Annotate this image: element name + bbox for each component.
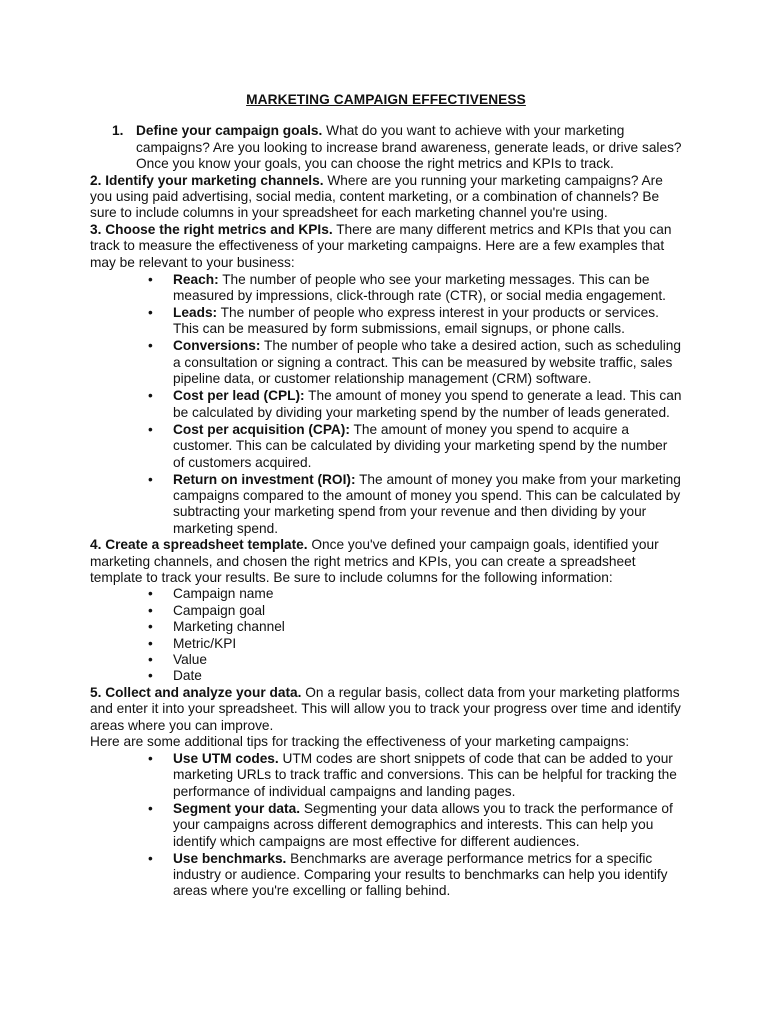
list-item — [90, 851, 682, 900]
list-item-term: Use UTM codes. — [173, 751, 279, 766]
bullet-icon: • — [148, 271, 153, 287]
bullet-icon: • — [148, 471, 153, 487]
list-item-term: Conversions: — [173, 338, 261, 354]
list-item-desc: The amount of money you spend to generate a lead. This can be calculated by dividing your marketing spend by the number of leads generated. — [173, 388, 682, 420]
step-5-paragraph — [90, 685, 682, 734]
bullet-icon: • — [148, 338, 153, 354]
list-item-desc: The number of people who express interest in your products or services. This can be measured by form submissions, email signups, or phone calls. — [173, 305, 659, 337]
bullet-icon: • — [148, 850, 153, 866]
list-item-desc: The number of people who see your marketing messages. This can be measured by impressions, click-through rate (CTR), or social media engagement. — [173, 271, 666, 304]
step-2-lead: 2. Identify your marketing channels. — [90, 172, 324, 188]
list-item-desc: The amount of money you make from your marketing campaigns compared to the amount of money you spend. This can be calculated by subtracting your marketing spend from your revenue and then dividing by your marketing spend. — [173, 471, 681, 536]
tips-list — [90, 751, 682, 900]
columns-list — [90, 586, 682, 684]
list-item — [90, 472, 682, 538]
document-title: MARKETING CAMPAIGN EFFECTIVENESS — [246, 92, 526, 107]
bullet-icon: • — [148, 668, 153, 684]
bullet-icon: • — [148, 635, 153, 651]
step-4-lead: 4. Create a spreadsheet template. — [90, 537, 308, 553]
list-item-term: Segment your data. — [173, 800, 301, 816]
list-item-desc: Segmenting your data allows you to track the performance of your campaigns across different demographics and interests. This can help you identify which campaigns are most effective for different audiences. — [173, 800, 673, 849]
step-1-text: What do you want to achieve with your marketing campaigns? Are you looking to increase brand awareness, generate leads, or drive sales? Once you know your goals, you can choose the right metrics and KPIs to track. — [136, 123, 682, 172]
list-item — [90, 801, 682, 850]
list-item-label: Campaign goal — [173, 602, 266, 618]
bullet-icon: • — [148, 388, 153, 404]
list-item — [90, 388, 682, 421]
list-item-term: Leads: — [173, 305, 218, 321]
list-item-label: Marketing channel — [173, 619, 285, 635]
bullet-icon: • — [148, 586, 153, 602]
list-item-term: Use benchmarks. — [173, 850, 287, 866]
bullet-icon: • — [148, 602, 153, 618]
step-1-lead: Define your campaign goals. — [136, 123, 323, 139]
list-item — [90, 586, 682, 602]
step-1-paragraph — [90, 123, 682, 172]
list-item — [90, 338, 682, 387]
list-item — [90, 305, 682, 338]
list-item — [90, 603, 682, 619]
list-item — [90, 636, 682, 652]
list-item-label: Metric/KPI — [173, 635, 237, 651]
list-item-term: Cost per acquisition (CPA): — [173, 421, 350, 437]
list-item — [90, 751, 682, 800]
list-item — [90, 422, 682, 471]
metrics-list — [90, 272, 682, 537]
step-5-lead: 5. Collect and analyze your data. — [90, 684, 302, 700]
list-item-desc: Benchmarks are average performance metrics for a specific industry or audience. Comparing your results to benchmarks can help you identify areas where you're excelling or falling behind. — [173, 850, 668, 899]
list-item-term: Return on investment (ROI): — [173, 471, 356, 487]
step-4-text: Once you've defined your campaign goals, identified your marketing channels, and chosen the right metrics and KPIs, you can create a spreadsheet template to track your results. Be sure to include columns for the following information: — [90, 537, 659, 585]
list-item-desc: The amount of money you spend to acquire a customer. This can be calculated by dividing your marketing spend by the number of customers acquired. — [173, 421, 668, 470]
bullet-icon: • — [148, 619, 153, 635]
list-item-label: Date — [173, 668, 202, 684]
list-item — [90, 652, 682, 668]
bullet-icon: • — [148, 751, 153, 766]
bullet-icon: • — [148, 421, 153, 437]
list-item — [90, 272, 682, 305]
list-item-desc: UTM codes are short snippets of code that can be added to your marketing URLs to track traffic and conversions. This can be helpful for tracking the performance of individual campaigns and landing pages. — [173, 751, 677, 799]
step-3-lead: 3. Choose the right metrics and KPIs. — [90, 221, 333, 237]
step-3-text: There are many different metrics and KPIs that you can track to measure the effectiveness of your marketing campaigns. Here are a few examples that may be relevant to your business: — [90, 221, 672, 270]
step-4-paragraph — [90, 537, 682, 586]
list-item — [90, 668, 682, 684]
list-item-label: Value — [173, 651, 207, 667]
list-item-desc: The number of people who take a desired action, such as scheduling a consultation or signing a contract. This can be measured by website traffic, sales pipeline data, or customer relationship management (CRM) software. — [173, 338, 681, 387]
list-item-term: Reach: — [173, 271, 219, 287]
bullet-icon: • — [148, 800, 153, 816]
list-item-term: Cost per lead (CPL): — [173, 388, 305, 404]
step-2-paragraph — [90, 173, 682, 222]
bullet-icon: • — [148, 305, 153, 321]
document-page — [90, 92, 682, 900]
tips-intro: Here are some additional tips for tracking the effectiveness of your marketing campaigns: — [90, 734, 630, 749]
bullet-icon: • — [148, 651, 153, 667]
step-5-text: On a regular basis, collect data from your marketing platforms and enter it into your spreadsheet. This will allow you to track your progress over time and identify areas where you can improve. — [90, 684, 681, 733]
step-1-number: 1. — [112, 123, 124, 139]
list-item-label: Campaign name — [173, 586, 274, 602]
step-3-paragraph — [90, 222, 682, 271]
list-item — [90, 619, 682, 635]
step-2-text: Where are you running your marketing campaigns? Are you using paid advertising, social media, content marketing, or a combination of channels? Be sure to include columns in your spreadsheet for each marketing channel you're using. — [90, 172, 663, 221]
